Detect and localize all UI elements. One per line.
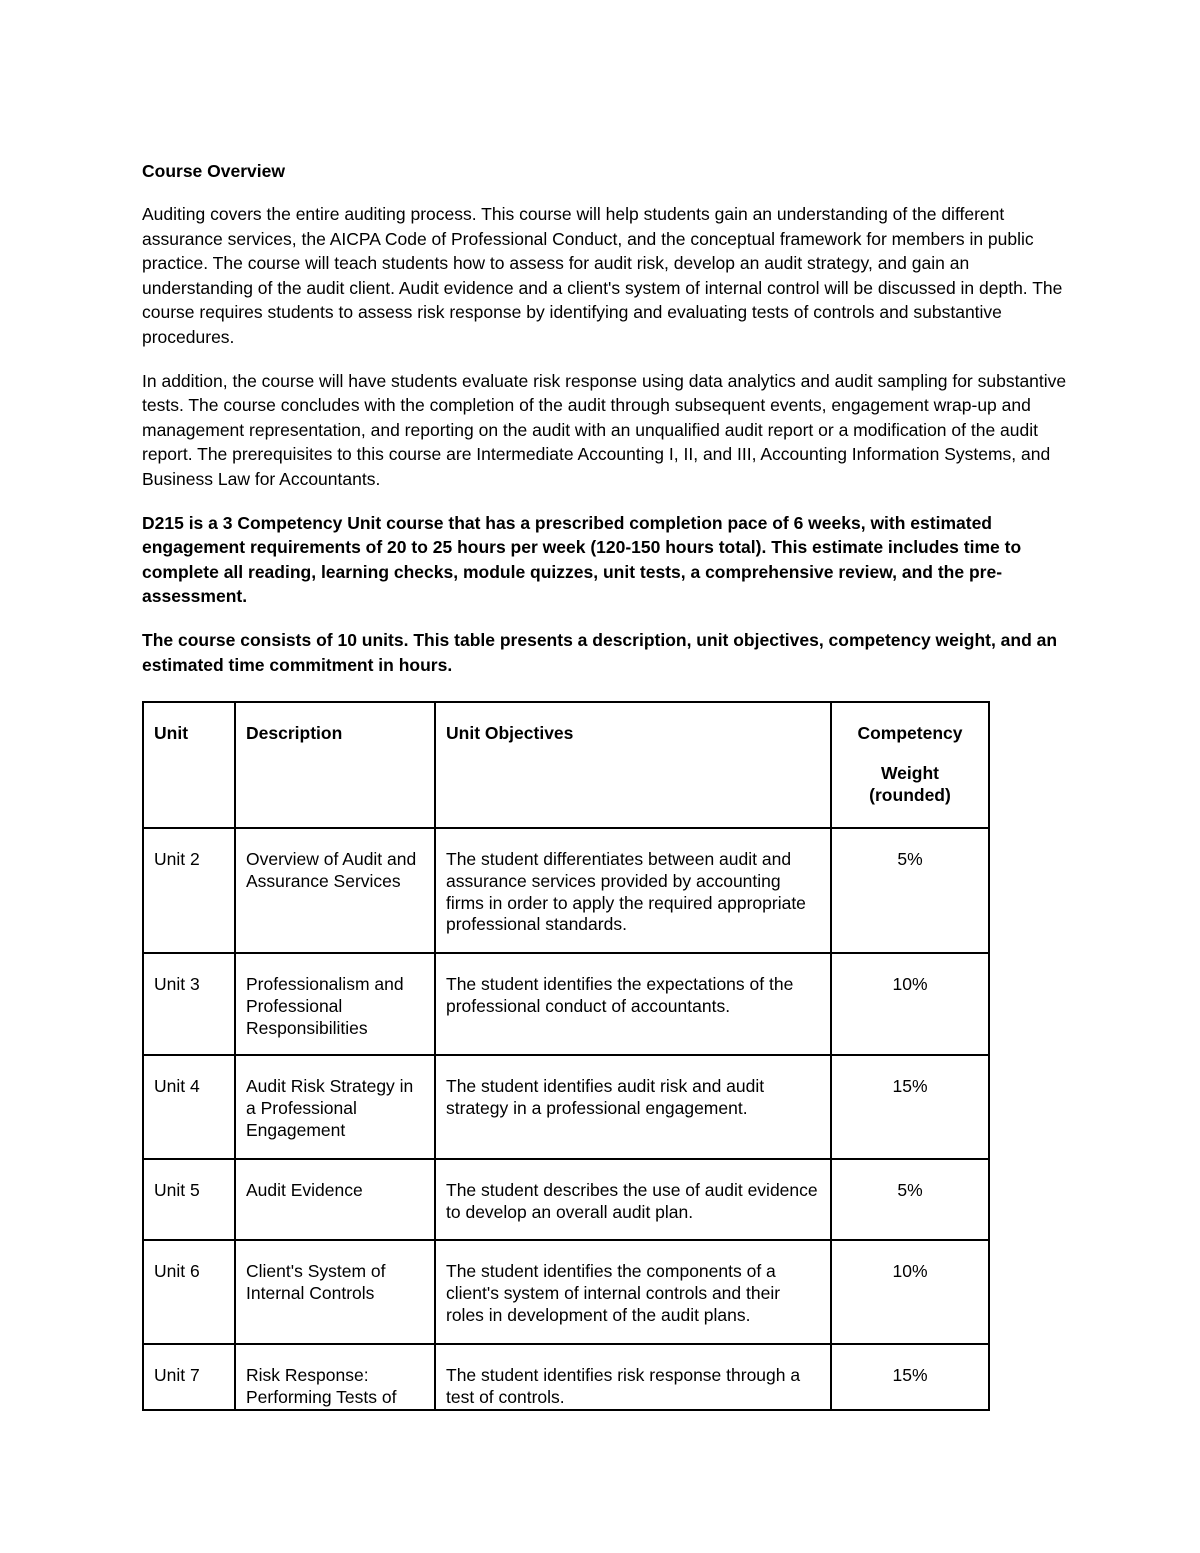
units-intro-paragraph: The course consists of 10 units. This table presents a description, unit objectives, competency weight, and an estimated time commitment in hours. — [142, 629, 1058, 675]
cell-weight: 5% — [831, 1159, 989, 1240]
cell-weight: 10% — [831, 953, 989, 1055]
cell-unit: Unit 4 — [143, 1055, 235, 1159]
cell-objective: The student identifies the components of a client's system of internal controls and their roles in development of the audit plans. — [435, 1240, 831, 1344]
cell-unit: Unit 6 — [143, 1240, 235, 1344]
header-objectives: Unit Objectives — [435, 702, 831, 828]
overview-paragraph-1: Auditing covers the entire auditing process. This course will help students gain an understanding of the different assurance services, the AICPA Code of Professional Conduct, and the conceptual framework for members in public practice. The course will teach students how to assess for audit risk, develop an audit strategy, and gain an understanding of the audit client. Audit evidence and a client's system of internal control will be discussed in depth. The course requires students to assess risk response by identifying and evaluating tests of controls and substantive procedures. — [142, 204, 1063, 347]
header-weight — [831, 702, 989, 828]
table-row — [143, 828, 989, 953]
cell-objective: The student identifies the expectations of the professional conduct of accountants. — [435, 953, 831, 1055]
cell-weight: 15% — [831, 1344, 989, 1410]
table-row — [143, 1240, 989, 1344]
cell-description: Audit Evidence — [235, 1159, 435, 1240]
page-title: Course Overview — [142, 161, 285, 181]
units-table — [142, 701, 990, 1411]
table-header-row — [143, 702, 989, 828]
header-description: Description — [235, 702, 435, 828]
header-unit: Unit — [143, 702, 235, 828]
header-weight-line1: Competency — [857, 723, 963, 743]
cell-objective: The student describes the use of audit evidence to develop an overall audit plan. — [435, 1159, 831, 1240]
cell-description: Professionalism and Professional Responsibilities — [235, 953, 435, 1055]
cell-objective: The student identifies audit risk and audit strategy in a professional engagement. — [435, 1055, 831, 1159]
cell-unit: Unit 7 — [143, 1344, 235, 1410]
table-row — [143, 1159, 989, 1240]
cell-unit: Unit 5 — [143, 1159, 235, 1240]
cell-description: Overview of Audit and Assurance Services — [235, 828, 435, 953]
cell-unit: Unit 2 — [143, 828, 235, 953]
cell-objective: The student differentiates between audit and assurance services provided by accounting firms in order to apply the required appropriate professional standards. — [435, 828, 831, 953]
cell-description: Audit Risk Strategy in a Professional Engagement — [235, 1055, 435, 1159]
cell-objective: The student identifies risk response through a test of controls. — [435, 1344, 831, 1410]
overview-paragraph-2: In addition, the course will have students evaluate risk response using data analytics and audit sampling for substantive tests. The course concludes with the completion of the audit through subsequent events, engagement wrap-up and management representation, and reporting on the audit with an unqualified audit report or a modification of the audit report. The prerequisites to this course are Intermediate Accounting I, II, and III, Accounting Information Systems, and Business Law for Accountants. — [142, 370, 1067, 489]
cell-description: Risk Response: Performing Tests of — [235, 1344, 435, 1410]
cell-weight: 15% — [831, 1055, 989, 1159]
cell-unit: Unit 3 — [143, 953, 235, 1055]
header-weight-line2: Weight — [880, 762, 939, 783]
header-weight-line3: (rounded) — [869, 784, 951, 805]
table-row — [143, 1055, 989, 1159]
table-row — [143, 953, 989, 1055]
cell-weight: 5% — [831, 828, 989, 953]
document-body — [142, 158, 1072, 696]
cell-weight: 10% — [831, 1240, 989, 1344]
cell-description: Client's System of Internal Controls — [235, 1240, 435, 1344]
competency-unit-paragraph: D215 is a 3 Competency Unit course that has a prescribed completion pace of 6 weeks, with estimated engagement requirements of 20 to 25 hours per week (120-150 hours total). This estimate includes time to complete all reading, learning checks, module quizzes, unit tests, a comprehensive review, and the pre-assessment. — [142, 512, 1022, 607]
table-row — [143, 1344, 989, 1410]
